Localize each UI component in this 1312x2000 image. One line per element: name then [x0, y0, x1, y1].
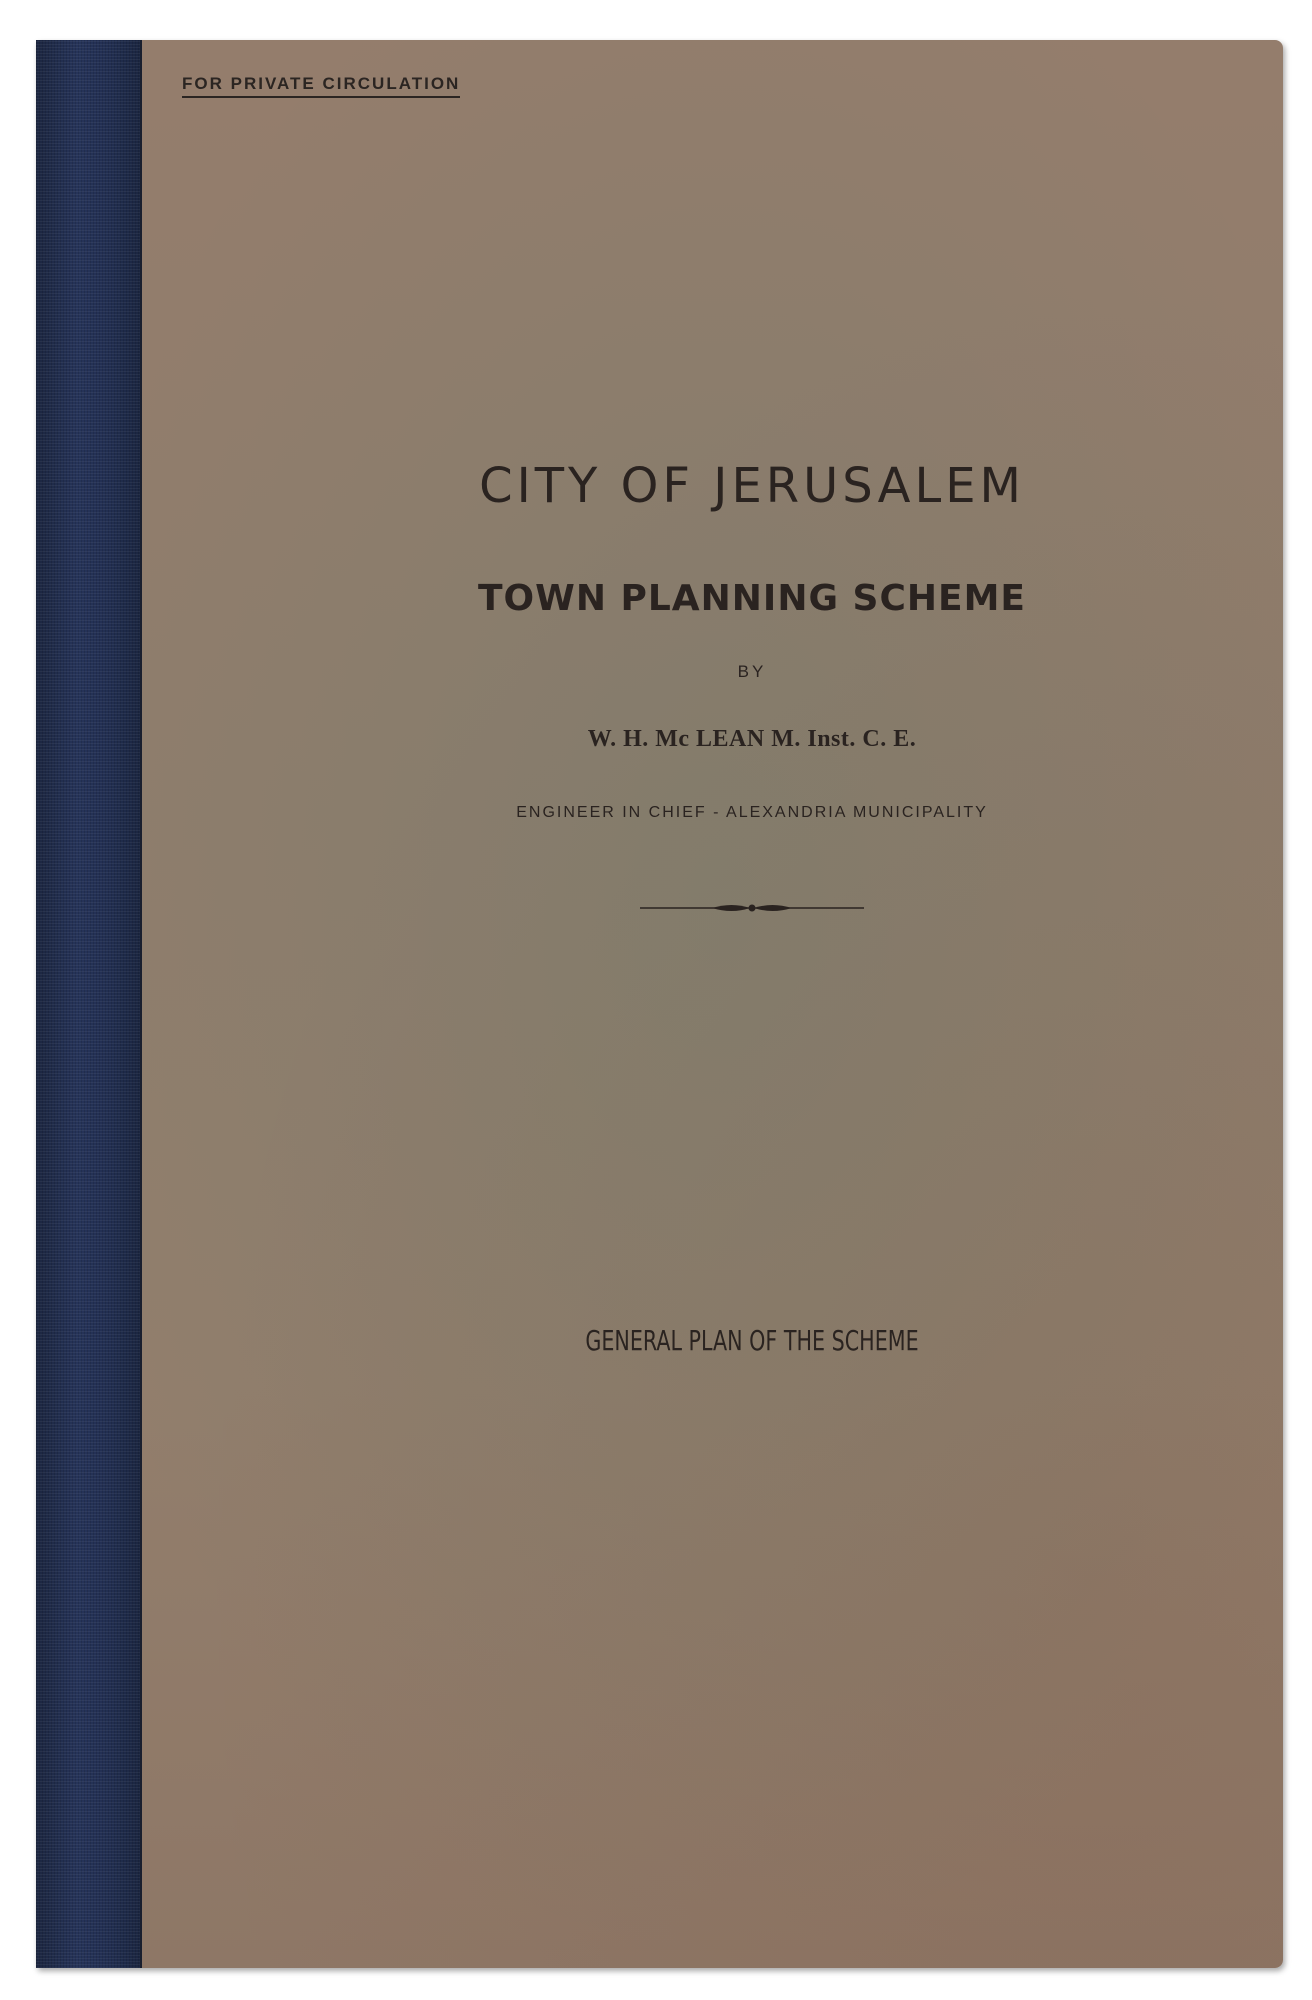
- private-circulation-label: FOR PRIVATE CIRCULATION: [182, 74, 460, 98]
- cover-subtitle: TOWN PLANNING SCHEME: [477, 578, 1027, 619]
- cover-title: CITY OF JERUSALEM: [479, 458, 1025, 514]
- title-block: [282, 40, 1222, 1968]
- author-role: ENGINEER IN CHIEF - ALEXANDRIA MUNICIPALITY: [516, 804, 988, 821]
- author-name: W. H. Mc LEAN M. Inst. C. E.: [587, 726, 917, 752]
- section-title: GENERAL PLAN OF THE SCHEME: [585, 1324, 919, 1357]
- decorative-rule-ornament-icon: [282, 898, 1222, 918]
- cloth-spine: [36, 40, 142, 1968]
- book-cover: [36, 40, 1283, 1968]
- by-label: BY: [737, 662, 767, 681]
